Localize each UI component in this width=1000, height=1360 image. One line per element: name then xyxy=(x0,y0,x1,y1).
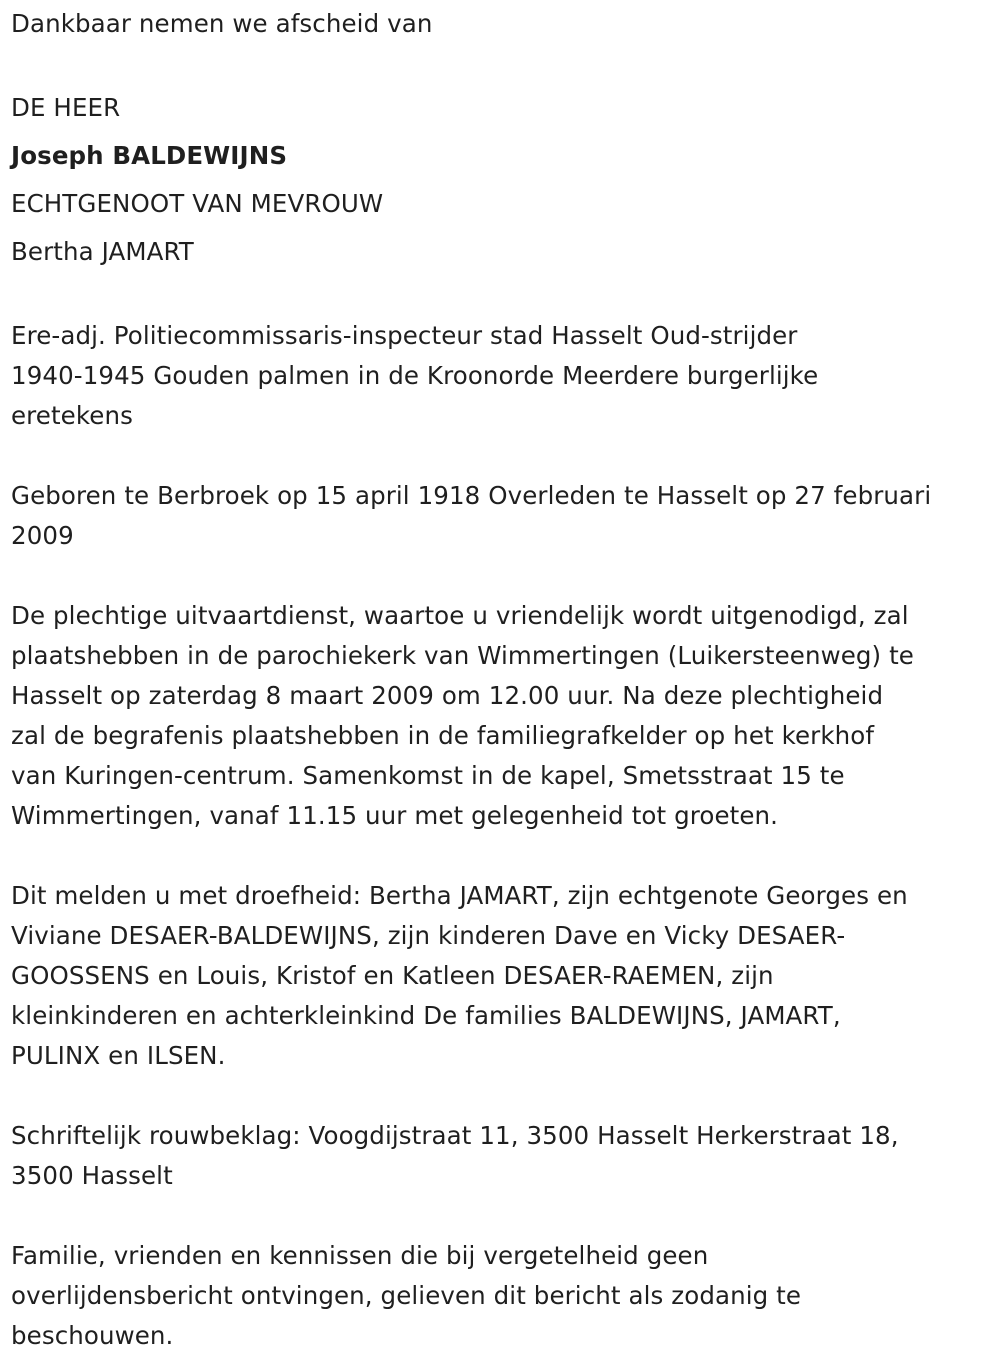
family-paragraph xyxy=(11,876,993,1076)
deceased-name: Joseph BALDEWIJNS xyxy=(11,141,288,170)
family-line: Viviane DESAER-BALDEWIJNS, zijn kinderen Dave en Vicky DESAER- xyxy=(11,921,846,950)
obituary-document xyxy=(11,4,993,1356)
funeral-line: Hasselt op zaterdag 8 maart 2009 om 12.00 uur. Na deze plechtigheid xyxy=(11,681,884,710)
spacer xyxy=(11,1076,993,1116)
spouse-name: Bertha JAMART xyxy=(11,237,194,266)
relation-label: ECHTGENOOT VAN MEVROUW xyxy=(11,189,384,218)
spacer xyxy=(11,836,993,876)
condolence-line: 3500 Hasselt xyxy=(11,1161,173,1190)
funeral-line: plaatshebben in de parochiekerk van Wimmertingen (Luikersteenweg) te xyxy=(11,641,914,670)
funeral-paragraph xyxy=(11,596,993,836)
family-line: GOOSSENS en Louis, Kristof en Katleen DESAER-RAEMEN, zijn xyxy=(11,961,774,990)
birth-death-line: Geboren te Berbroek op 15 april 1918 Overleden te Hasselt op 27 februari xyxy=(11,481,932,510)
titles-paragraph xyxy=(11,316,993,436)
spacer xyxy=(11,436,993,476)
family-line: kleinkinderen en achterkleinkind De families BALDEWIJNS, JAMART, xyxy=(11,1001,841,1030)
funeral-line: zal de begrafenis plaatshebben in de familiegrafkelder op het kerkhof xyxy=(11,721,875,750)
titles-line: 1940-1945 Gouden palmen in de Kroonorde Meerdere burgerlijke xyxy=(11,361,819,390)
birth-death-paragraph xyxy=(11,476,993,556)
titles-line: Ere-adj. Politiecommissaris-inspecteur stad Hasselt Oud-strijder xyxy=(11,321,798,350)
condolence-line: Schriftelijk rouwbeklag: Voogdijstraat 11, 3500 Hasselt Herkerstraat 18, xyxy=(11,1121,899,1150)
family-line: Dit melden u met droefheid: Bertha JAMART, zijn echtgenote Georges en xyxy=(11,881,908,910)
closing-line: beschouwen. xyxy=(11,1321,174,1350)
honorific-title: DE HEER xyxy=(11,93,121,122)
closing-paragraph xyxy=(11,1236,993,1356)
family-line: PULINX en ILSEN. xyxy=(11,1041,226,1070)
condolence-paragraph xyxy=(11,1116,993,1196)
birth-death-line: 2009 xyxy=(11,521,74,550)
closing-line: overlijdensbericht ontvingen, gelieven dit bericht als zodanig te xyxy=(11,1281,802,1310)
spacer xyxy=(11,1196,993,1236)
funeral-line: van Kuringen-centrum. Samenkomst in de kapel, Smetsstraat 15 te xyxy=(11,761,845,790)
spacer xyxy=(11,556,993,596)
funeral-line: Wimmertingen, vanaf 11.15 uur met gelegenheid tot groeten. xyxy=(11,801,779,830)
intro-line: Dankbaar nemen we afscheid van xyxy=(11,9,433,38)
titles-line: eretekens xyxy=(11,401,133,430)
spacer xyxy=(11,44,993,84)
funeral-line: De plechtige uitvaartdienst, waartoe u vriendelijk wordt uitgenodigd, zal xyxy=(11,601,909,630)
closing-line: Familie, vrienden en kennissen die bij vergetelheid geen xyxy=(11,1241,709,1270)
spacer xyxy=(11,276,993,316)
